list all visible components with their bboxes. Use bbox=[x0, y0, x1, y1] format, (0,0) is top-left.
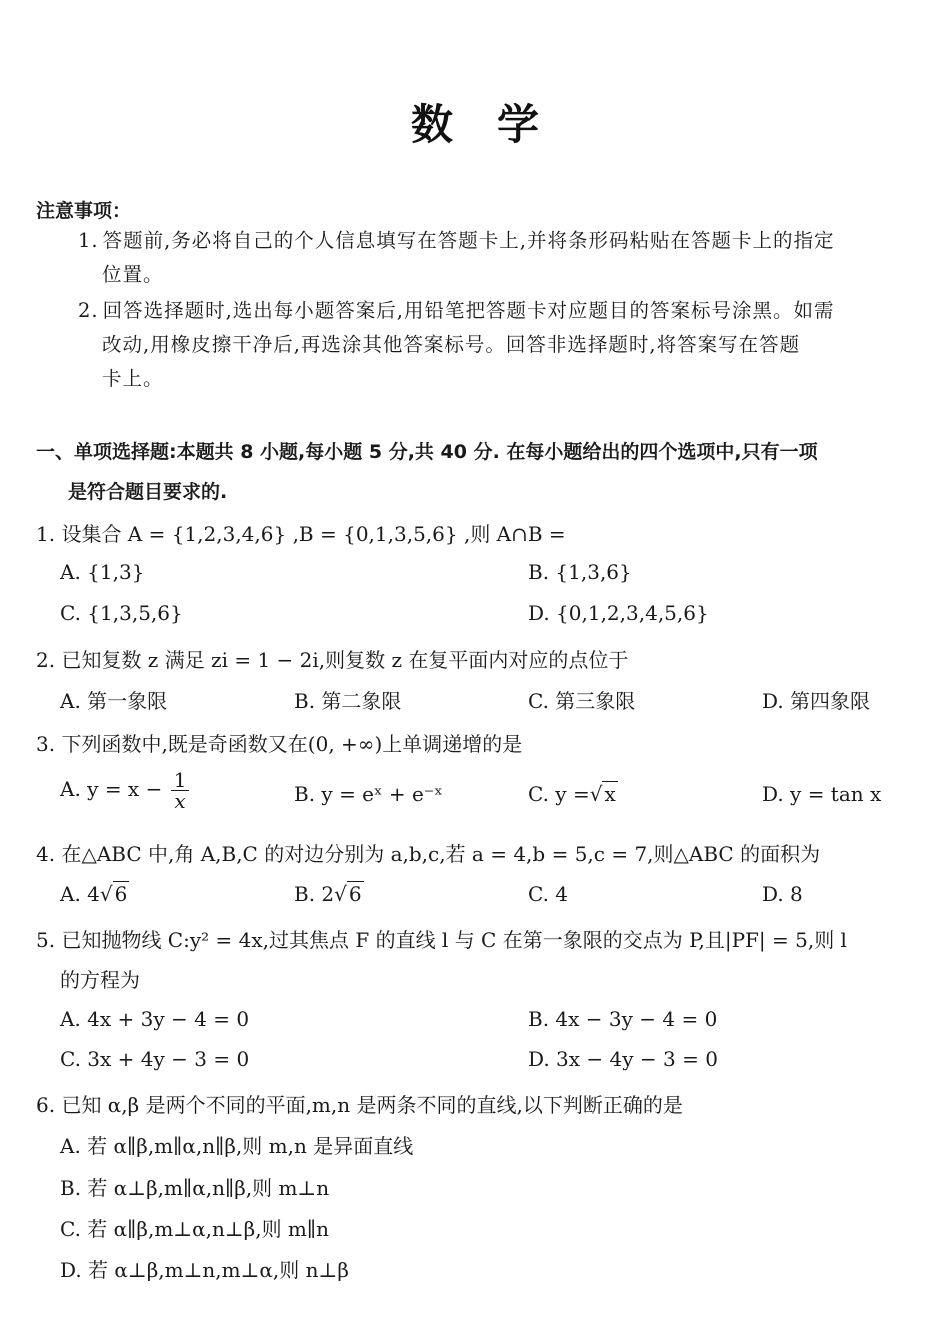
option-text: A. y = x − bbox=[60, 777, 163, 801]
note-text-continued: 改动,用橡皮擦干净后,再选涂其他答案标号。回答非选择题时,将答案写在答题 bbox=[102, 333, 801, 356]
question-2-option-c: C. 第三象限 bbox=[528, 689, 636, 713]
question-2-stem: 2. 已知复数 z 满足 zi = 1 − 2i,则复数 z 在复平面内对应的点位于 bbox=[36, 648, 629, 672]
option-text: A. 4 bbox=[60, 882, 100, 906]
section-heading-line: 是符合题目要求的. bbox=[68, 481, 228, 503]
radicand: 6 bbox=[114, 882, 128, 906]
question-5-stem-continued: 的方程为 bbox=[60, 968, 140, 992]
question-1-stem: 1. 设集合 A = {1,2,3,4,6} ,B = {0,1,3,5,6} ,则 A∩B = bbox=[36, 522, 566, 546]
question-4-stem: 4. 在△ABC 中,角 A,B,C 的对边分别为 a,b,c,若 a = 4,b = 5,c = 7,则△ABC 的面积为 bbox=[36, 842, 821, 866]
question-5-option-d: D. 3x − 4y − 3 = 0 bbox=[528, 1047, 718, 1071]
question-6-option-a: A. 若 α∥β,m∥α,n∥β,则 m,n 是异面直线 bbox=[60, 1134, 414, 1158]
page-title: 数学 bbox=[410, 100, 583, 149]
question-6-option-d: D. 若 α⊥β,m⊥n,m⊥α,则 n⊥β bbox=[60, 1258, 349, 1282]
question-3-option-c bbox=[528, 782, 618, 806]
question-1-option-b: B. {1,3,6} bbox=[528, 560, 632, 584]
question-3-option-b: B. y = eˣ + e⁻ˣ bbox=[294, 782, 443, 806]
option-text: C. y = bbox=[528, 782, 590, 806]
question-6-stem: 6. 已知 α,β 是两个不同的平面,m,n 是两条不同的直线,以下判断正确的是 bbox=[36, 1093, 683, 1117]
note-text: 答题前,务必将自己的个人信息填写在答题卡上,并将条形码粘贴在答题卡上的指定 bbox=[102, 229, 835, 252]
radicand: x bbox=[604, 782, 616, 806]
note-text: 回答选择题时,选出每小题答案后,用铅笔把答题卡对应题目的答案标号涂黑。如需 bbox=[102, 299, 835, 322]
question-5-option-c: C. 3x + 4y − 3 = 0 bbox=[60, 1047, 250, 1071]
question-4-option-b bbox=[294, 882, 364, 906]
question-4-option-d: D. 8 bbox=[762, 882, 803, 906]
question-5-option-b: B. 4x − 3y − 4 = 0 bbox=[528, 1007, 718, 1031]
question-4-option-c: C. 4 bbox=[528, 882, 569, 906]
question-1-option-c: C. {1,3,5,6} bbox=[60, 601, 183, 625]
fraction-numerator: 1 bbox=[171, 770, 190, 791]
question-3-option-a bbox=[60, 770, 191, 811]
sqrt-icon: √ bbox=[334, 882, 347, 906]
fraction-denominator: x bbox=[174, 789, 186, 813]
question-2-option-b: B. 第二象限 bbox=[294, 689, 402, 713]
question-1-option-d: D. {0,1,2,3,4,5,6} bbox=[528, 601, 709, 625]
section-heading-line: 一、单项选择题:本题共 8 小题,每小题 5 分,共 40 分. 在每小题给出的四个选项中,只有一项 bbox=[36, 441, 818, 463]
question-6-option-b: B. 若 α⊥β,m∥α,n∥β,则 m⊥n bbox=[60, 1176, 330, 1200]
note-item-2 bbox=[78, 294, 920, 396]
note-text-continued: 位置。 bbox=[102, 263, 164, 286]
question-4-option-a bbox=[60, 882, 129, 906]
question-3-option-d: D. y = tan x bbox=[762, 782, 882, 806]
question-6-option-c: C. 若 α∥β,m⊥α,n⊥β,则 m∥n bbox=[60, 1217, 330, 1241]
question-1-option-a: A. {1,3} bbox=[60, 560, 145, 584]
radicand: 6 bbox=[348, 882, 362, 906]
question-2-option-d: D. 第四象限 bbox=[762, 689, 871, 713]
sqrt-icon: √ bbox=[99, 882, 113, 906]
option-text: B. 2 bbox=[294, 882, 335, 906]
sqrt-icon: √ bbox=[589, 782, 603, 806]
note-text-continued: 卡上。 bbox=[102, 367, 164, 390]
question-3-stem: 3. 下列函数中,既是奇函数又在(0, +∞)上单调递增的是 bbox=[36, 732, 523, 756]
note-number: 1. bbox=[78, 229, 99, 252]
notes-heading: 注意事项： bbox=[36, 200, 132, 222]
question-5-option-a: A. 4x + 3y − 4 = 0 bbox=[60, 1007, 250, 1031]
note-number: 2. bbox=[78, 299, 99, 322]
note-item-1 bbox=[78, 224, 920, 292]
question-2-option-a: A. 第一象限 bbox=[60, 689, 168, 713]
fraction bbox=[171, 770, 190, 811]
question-5-stem: 5. 已知抛物线 C:y² = 4x,过其焦点 F 的直线 l 与 C 在第一象限的交点为 P,且|PF| = 5,则 l bbox=[36, 928, 847, 952]
section-heading bbox=[36, 432, 920, 512]
